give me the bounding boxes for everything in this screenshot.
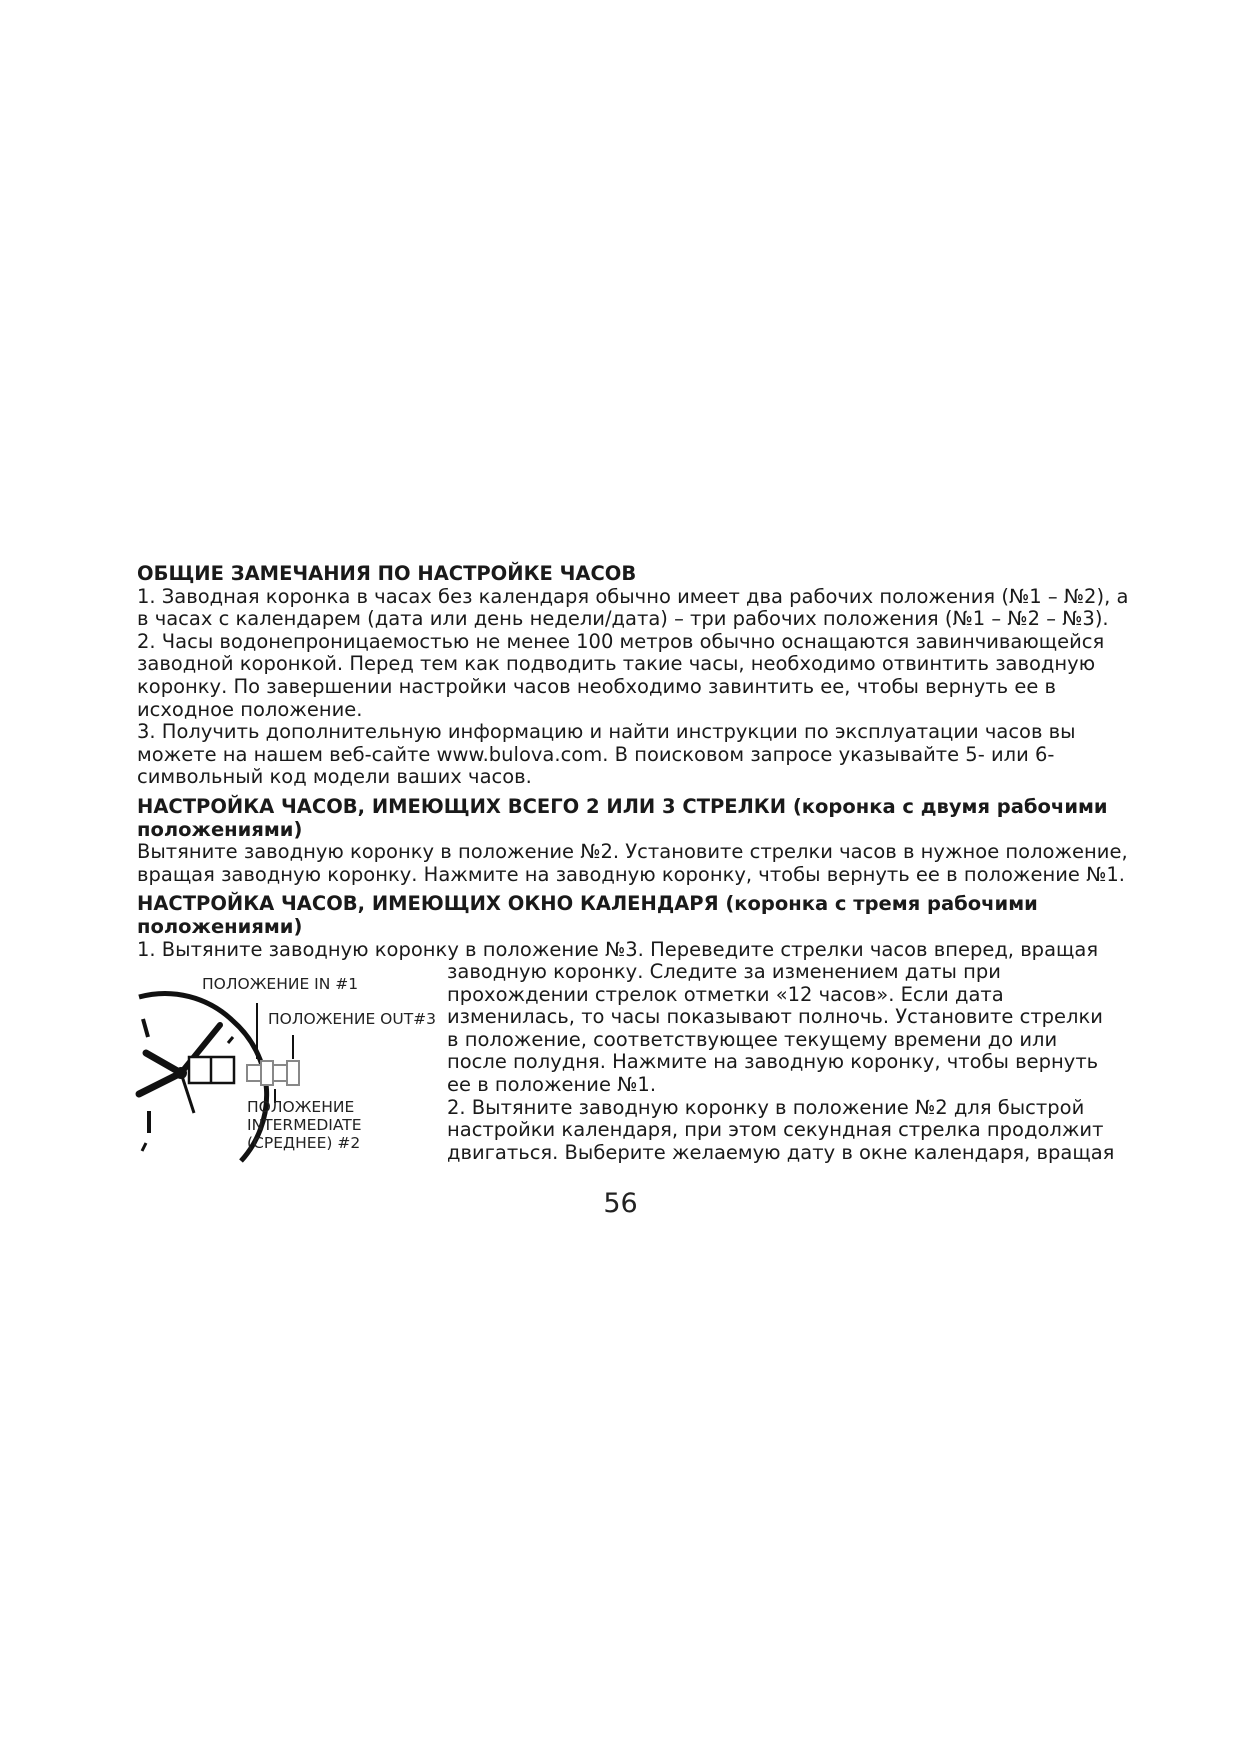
text-line: заводную коронку. Следите за изменением даты при [447,960,1001,984]
text-line: 1. Заводная коронка в часах без календаря обычно имеет два рабочих положения (№1 – №2), а [137,584,1129,608]
text-line: в часах с календарем (дата или день недели/дата) – три рабочих положения (№1 – №2 – №3). [137,607,1109,631]
figure-block [137,961,1137,1167]
section-heading-2-3-hands [137,796,1137,841]
label-line: (СРЕДНЕЕ) #2 [247,1134,361,1153]
text-line: ее в положение №1. [447,1073,657,1097]
label-line: INTERMEDIATE [247,1116,362,1135]
crown-position-intermediate-label [247,1098,362,1152]
text-line: можете на нашем веб-сайте www.bulova.com. В поисковом запросе указывайте 5- или 6- [137,742,1055,766]
text-line: изменилась, то часы показывают полночь. Установите стрелки [447,1005,1103,1029]
text-line: в положение, соответствующее текущему времени до или [447,1027,1058,1051]
text-line: исходное положение. [137,697,363,721]
label-line: ПОЛОЖЕНИЕ [247,1098,355,1117]
text-line: вращая заводную коронку. Нажмите на заводную коронку, чтобы вернуть ее в положение №1. [137,862,1125,886]
page-content [137,563,1137,1167]
figure-side-text [447,961,1147,1164]
heading-line: НАСТРОЙКА ЧАСОВ, ИМЕЮЩИХ ВСЕГО 2 ИЛИ 3 СТРЕЛКИ (коронка с двумя рабочими [137,794,1108,818]
crown-positions-figure [129,961,439,1181]
text-line: настройки календаря, при этом секундная стрелка продолжит [447,1118,1104,1142]
text-line: двигаться. Выберите желаемую дату в окне календаря, вращая [447,1140,1115,1164]
text-line: 2. Вытяните заводную коронку в положение №2 для быстрой [447,1095,1085,1119]
text-line: коронку. По завершении настройки часов необходимо завинтить ее, чтобы вернуть ее в [137,674,1057,698]
text-line: после полудня. Нажмите на заводную коронку, чтобы вернуть [447,1050,1099,1074]
heading-line: НАСТРОЙКА ЧАСОВ, ИМЕЮЩИХ ОКНО КАЛЕНДАРЯ (коронка с тремя рабочими [137,892,1038,916]
text-line: заводной коронкой. Перед тем как подводить такие часы, необходимо отвинтить заводную [137,652,1096,676]
text-line: 1. Вытяните заводную коронку в положение №3. Переведите стрелки часов вперед, вращая [137,937,1099,961]
text-line: прохождении стрелок отметки «12 часов». Если дата [447,982,1004,1006]
heading-line: положениями) [137,817,303,841]
crown-position-in-label: ПОЛОЖЕНИЕ IN #1 [202,975,359,994]
text-line: символьный код модели ваших часов. [137,765,532,789]
section-heading-calendar [137,893,1137,938]
text-line: 2. Часы водонепроницаемостью не менее 100 метров обычно оснащаются завинчивающейся [137,629,1105,653]
text-line: 3. Получить дополнительную информацию и найти инструкции по эксплуатации часов вы [137,720,1076,744]
page-number: 56 [603,1188,638,1219]
section-heading-general: ОБЩИЕ ЗАМЕЧАНИЯ ПО НАСТРОЙКЕ ЧАСОВ [137,562,637,585]
crown-position-out-label: ПОЛОЖЕНИЕ OUT#3 [268,1010,437,1029]
heading-line: положениями) [137,914,303,938]
text-line: Вытяните заводную коронку в положение №2. Установите стрелки часов в нужное положение, [137,840,1128,864]
